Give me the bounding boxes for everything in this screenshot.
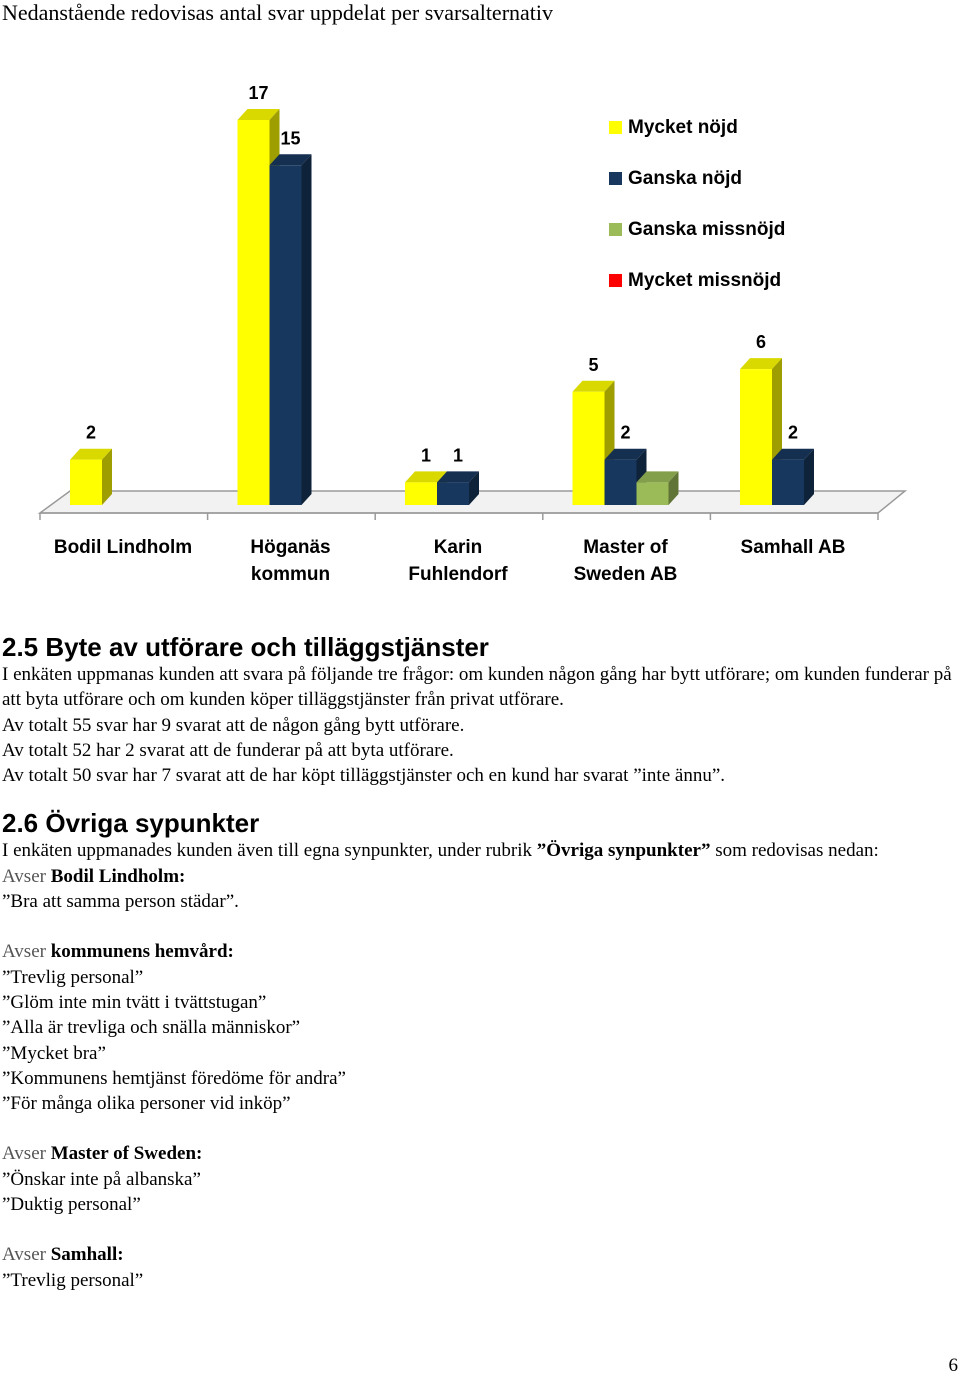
avser-label: Avser xyxy=(2,865,46,887)
section-heading-2-5: 2.5 Byte av utförare och tilläggstjänster xyxy=(2,632,489,662)
bar-1-1 xyxy=(270,154,312,505)
value-label: 1 xyxy=(452,445,464,466)
value-label: 5 xyxy=(588,354,599,375)
comment-line: ”Önskar inte på albanska” xyxy=(2,1168,201,1190)
comment-line: ”Glöm inte min tvätt i tvättstugan” xyxy=(2,991,267,1013)
comment-line: ”Bra att samma person städar”. xyxy=(2,891,239,913)
comment-line: ”Alla är trevliga och snälla människor” xyxy=(2,1017,301,1039)
avser-line-master xyxy=(2,1141,957,1166)
section-2-5-paragraph-2: Av totalt 55 svar har 9 svarat att de någon gång bytt utförare. xyxy=(2,714,465,736)
avser-line-samhall xyxy=(2,1242,957,1267)
section-2-6-intro xyxy=(2,838,957,863)
avser-name: Samhall: xyxy=(50,1244,124,1266)
comment-line: ”Duktig personal” xyxy=(2,1194,141,1216)
category-label: Fuhlendorf xyxy=(408,564,508,585)
section-2-5-paragraph-1: I enkäten uppmanas kunden att svara på följande tre frågor: om kunden någon gång har bytt utförare; om kunden funderar på att byta utförare och om kunden köper tilläggstjänster från privat utförare. xyxy=(2,664,952,711)
value-label: 2 xyxy=(620,422,631,443)
bar-front xyxy=(573,392,605,505)
section-2-5-paragraph-3: Av totalt 52 har 2 svarat att de funderar på att byta utförare. xyxy=(2,739,454,761)
intro-bold: ”Övriga synpunkter” xyxy=(536,840,711,862)
chart-legend xyxy=(609,117,785,291)
bar-front xyxy=(637,482,669,505)
page-number: 6 xyxy=(948,1355,958,1376)
section-2-5-paragraph-4: Av totalt 50 svar har 7 svarat att de har köpt tilläggstjänster och en kund har svarat ”inte ännu”. xyxy=(2,765,726,787)
bar-side xyxy=(302,154,312,505)
avser-label: Avser xyxy=(2,941,46,963)
legend-label: Ganska nöjd xyxy=(628,168,743,189)
bar-chart xyxy=(0,80,960,600)
category-label: Sweden AB xyxy=(573,564,678,585)
legend-label: Mycket nöjd xyxy=(628,117,738,138)
page-heading: Nedanstående redovisas antal svar uppdelat per svarsalternativ xyxy=(2,0,554,25)
bar-2-3 xyxy=(637,471,679,505)
legend-swatch xyxy=(609,121,622,134)
legend-swatch xyxy=(609,223,622,236)
chart-category-labels xyxy=(54,537,846,585)
avser-label: Avser xyxy=(2,1143,46,1165)
legend-swatch xyxy=(609,172,622,185)
bar-0-0 xyxy=(70,449,112,505)
category-label: kommun xyxy=(250,564,331,585)
bar-front xyxy=(605,460,637,505)
intro-prefix: I enkäten uppmanades kunden även till egna synpunkter, under rubrik xyxy=(2,840,537,862)
bar-front xyxy=(437,482,469,505)
intro-suffix: som redovisas nedan: xyxy=(710,840,879,862)
section-heading-2-6: 2.6 Övriga sypunkter xyxy=(2,808,260,839)
avser-label: Avser xyxy=(2,1244,46,1266)
legend-swatch xyxy=(609,274,622,287)
value-label: 17 xyxy=(248,83,269,103)
category-label: Bodil Lindholm xyxy=(53,537,193,558)
avser-line-bodil xyxy=(2,864,957,889)
bar-front xyxy=(238,120,270,505)
comment-line: ”För många olika personer vid inköp” xyxy=(2,1093,291,1115)
avser-line-kommunen xyxy=(2,939,957,964)
legend-label: Ganska missnöjd xyxy=(628,219,786,240)
avser-name: Master of Sweden: xyxy=(50,1143,203,1165)
bar-front xyxy=(740,369,772,505)
bar-front xyxy=(772,460,804,505)
category-label: Samhall AB xyxy=(740,537,846,558)
comment-line: ”Trevlig personal” xyxy=(2,1269,144,1291)
bar-front xyxy=(70,460,102,505)
document-body xyxy=(2,632,957,1293)
category-label: Höganäs xyxy=(250,537,331,558)
value-label: 15 xyxy=(280,128,301,149)
comment-line: ”Kommunens hemtjänst föredöme för andra” xyxy=(2,1067,346,1089)
category-label: Karin xyxy=(433,537,483,558)
value-label: 2 xyxy=(85,422,97,443)
avser-name: kommunens hemvård: xyxy=(50,941,234,963)
avser-name: Bodil Lindholm: xyxy=(50,865,186,887)
bar-1-2 xyxy=(437,471,479,505)
bar-front xyxy=(405,482,437,505)
value-label: 6 xyxy=(755,332,767,353)
legend-label: Mycket missnöjd xyxy=(628,270,782,291)
bar-front xyxy=(270,165,302,505)
comment-line: ”Mycket bra” xyxy=(2,1042,106,1064)
value-label: 1 xyxy=(420,445,432,466)
category-label: Master of xyxy=(583,537,668,558)
comment-line: ”Trevlig personal” xyxy=(2,966,144,988)
bar-1-4 xyxy=(772,449,814,505)
value-label: 2 xyxy=(787,422,799,443)
